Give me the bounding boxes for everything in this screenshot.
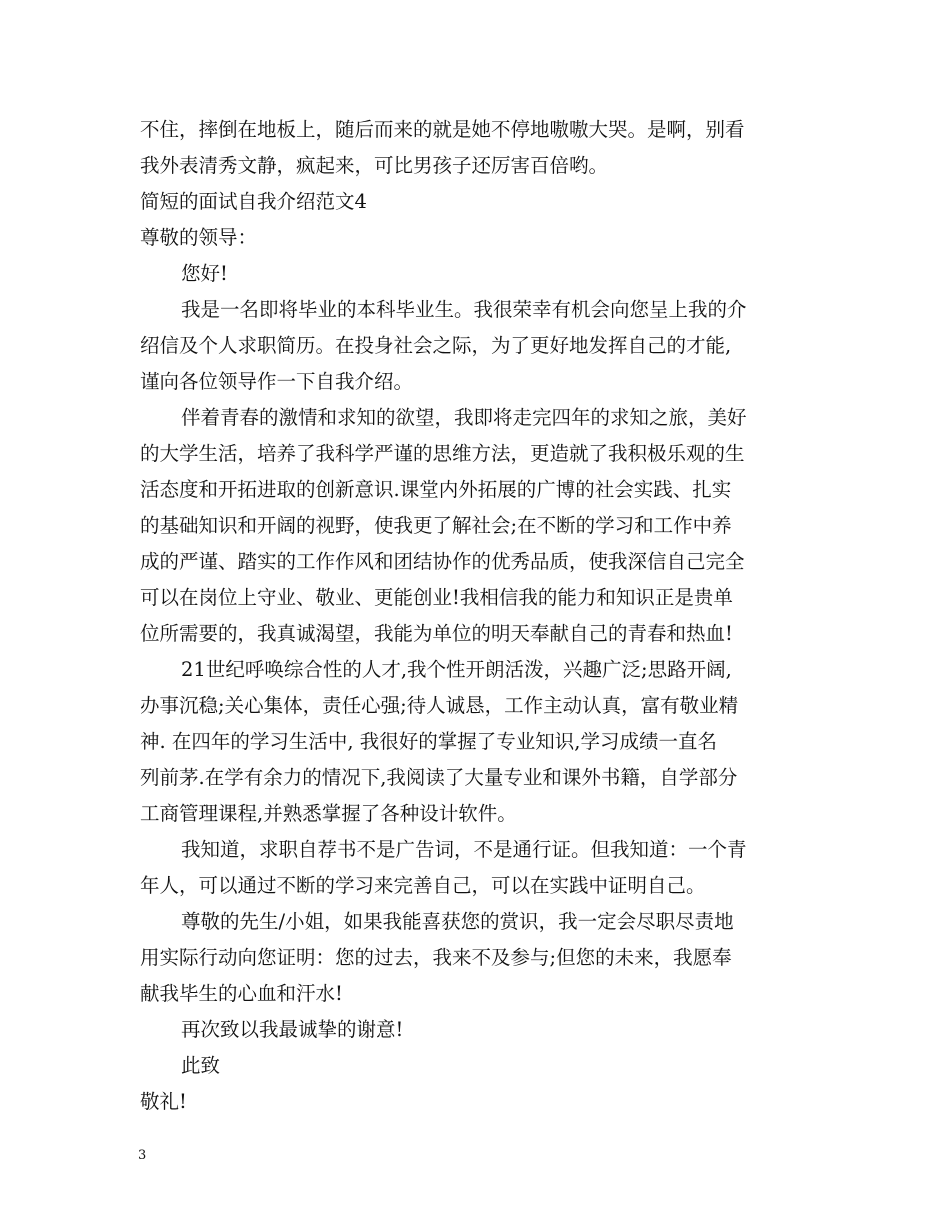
greeting: 您好!: [181, 262, 228, 285]
text-line: 的基础知识和开阔的视野，使我更了解社会;在不断的学习和工作中养: [140, 514, 732, 537]
text-line: 绍信及个人求职简历。在投身社会之际，为了更好地发挥自己的才能,: [140, 334, 732, 357]
text-line: 不住，摔倒在地板上，随后而来的就是她不停地嗷嗷大哭。是啊，别看: [140, 118, 745, 141]
closing-salute: 敬礼!: [140, 1090, 187, 1113]
text-line: 成的严谨、踏实的工作作风和团结协作的优秀品质，使我深信自己完全: [140, 550, 745, 573]
salutation: 尊敬的领导：: [140, 226, 258, 249]
closing-thanks: 再次致以我最诚挚的谢意!: [181, 1018, 404, 1041]
text-line: 我外表清秀文静，疯起来，可比男孩子还厉害百倍哟。: [140, 154, 609, 177]
text-line: 我知道，求职自荐书不是广告词，不是通行证。但我知道：一个青: [181, 838, 747, 861]
text-line: 活态度和开拓进取的创新意识.课堂内外拓展的广博的社会实践、扎实: [140, 478, 732, 501]
text-line: 年人，可以通过不断的学习来完善自己，可以在实践中证明自己。: [140, 874, 706, 897]
section-heading: 简短的面试自我介绍范文4: [140, 190, 367, 213]
text-line: 列前茅.在学有余力的情况下,我阅读了大量专业和课外书籍，自学部分: [140, 766, 738, 789]
text-line: 我是一名即将毕业的本科毕业生。我很荣幸有机会向您呈上我的介: [181, 298, 747, 321]
text-line: 位所需要的，我真诚渴望，我能为单位的明天奉献自己的青春和热血!: [140, 622, 733, 645]
text-line: 可以在岗位上守业、敬业、更能创业!我相信我的能力和知识正是贵单: [140, 586, 733, 609]
page-number: 3: [138, 1148, 147, 1163]
text-line: 献我毕生的心血和汗水!: [140, 982, 343, 1005]
text-line: 办事沉稳;关心集体，责任心强;待人诚恳，工作主动认真，富有敬业精: [140, 694, 739, 717]
text-line: 的大学生活，培养了我科学严谨的思维方法，更造就了我积极乐观的生: [140, 442, 745, 465]
text-line: 用实际行动向您证明：您的过去，我来不及参与;但您的未来，我愿奉: [140, 946, 732, 969]
text-line: 神. 在四年的学习生活中, 我很好的掌握了专业知识,学习成绩一直名: [140, 730, 717, 753]
text-line: 工商管理课程,并熟悉掌握了各种设计软件。: [140, 802, 517, 825]
text-line: 21世纪呼唤综合性的人才,我个性开朗活泼，兴趣广泛;思路开阔,: [181, 658, 732, 681]
text-line: 谨向各位领导作一下自我介绍。: [140, 370, 414, 393]
closing-phrase: 此致: [181, 1054, 221, 1077]
text-line: 尊敬的先生/小姐，如果我能喜获您的赏识，我一定会尽职尽责地: [181, 910, 734, 933]
document-body: [140, 112, 820, 1120]
text-line: 伴着青春的激情和求知的欲望，我即将走完四年的求知之旅，美好: [181, 406, 747, 429]
